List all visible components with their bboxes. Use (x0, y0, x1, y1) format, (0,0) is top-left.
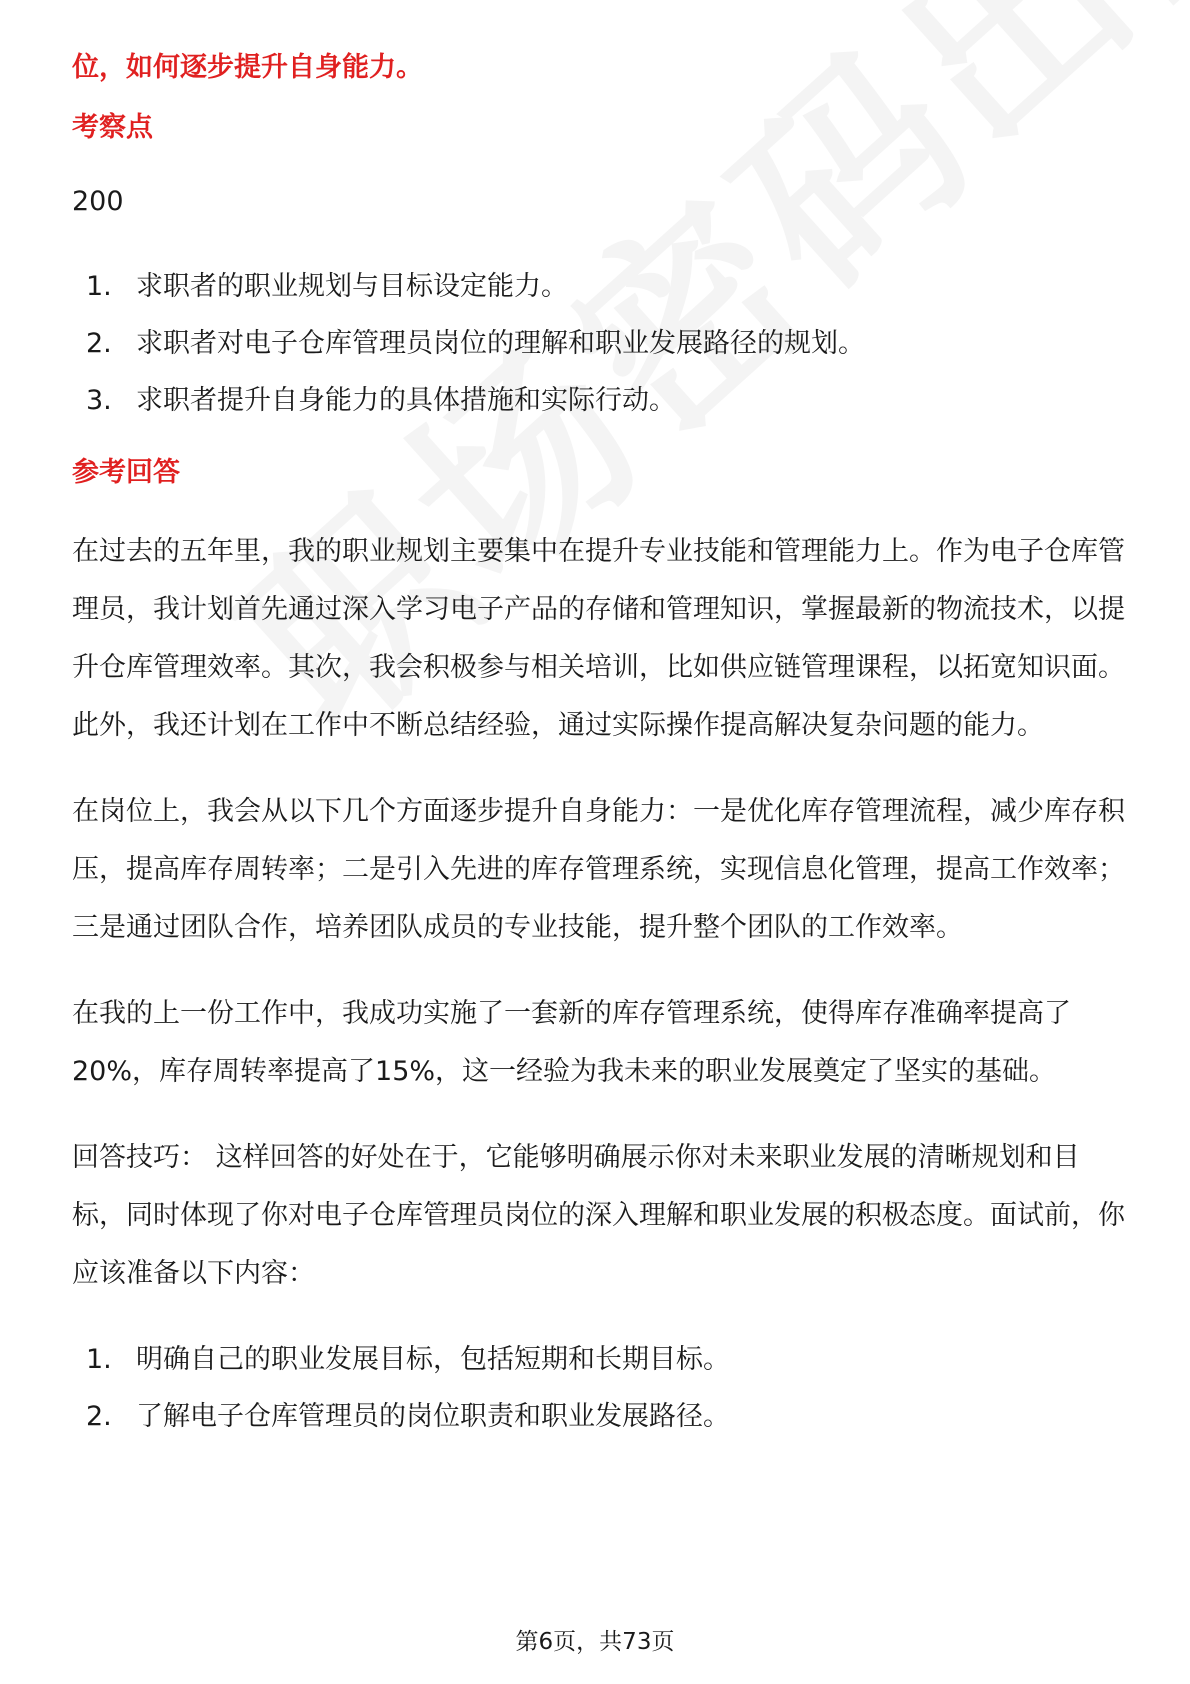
answer-paragraph: 在过去的五年里，我的职业规划主要集中在提升专业技能和管理能力上。作为电子仓库管理员，我计划首先通过深入学习电子产品的存储和管理知识，掌握最新的物流技术，以提升仓库管理效率。其次，我会积极参与相关培训，比如供应链管理课程，以拓宽知识面。此外，我还计划在工作中不断总结经验，通过实际操作提高解决复杂问题的能力。 (72, 536, 1125, 741)
examine-list (72, 258, 1132, 429)
page-footer: 第6页，共73页 (515, 1629, 675, 1655)
score-value: 200 (72, 186, 124, 217)
list-item: 1. 明确自己的职业发展目标，包括短期和长期目标。 (86, 1344, 730, 1375)
list-item: 2. 了解电子仓库管理员的岗位职责和职业发展路径。 (86, 1401, 730, 1432)
answer-paragraph: 在岗位上，我会从以下几个方面逐步提升自身能力：一是优化库存管理流程，减少库存积压，提高库存周转率；二是引入先进的库存管理系统，实现信息化管理，提高工作效率；三是通过团队合作，培养团队成员的专业技能，提升整个团队的工作效率。 (72, 796, 1125, 943)
question-tail: 位，如何逐步提升自身能力。 (72, 52, 423, 83)
tips-paragraph: 回答技巧： 这样回答的好处在于，它能够明确展示你对未来职业发展的清晰规划和目标，同时体现了你对电子仓库管理员岗位的深入理解和职业发展的积极态度。面试前，你应该准备以下内容： (72, 1142, 1125, 1289)
list-item: 2. 求职者对电子仓库管理员岗位的理解和职业发展路径的规划。 (86, 328, 865, 359)
section-title-answer: 参考回答 (72, 457, 180, 488)
page-content (72, 48, 1132, 1469)
list-item: 3. 求职者提升自身能力的具体措施和实际行动。 (86, 385, 676, 416)
answer-paragraph: 在我的上一份工作中，我成功实施了一套新的库存管理系统，使得库存准确率提高了20%，库存周转率提高了15%，这一经验为我未来的职业发展奠定了坚实的基础。 (72, 998, 1071, 1087)
list-item: 1. 求职者的职业规划与目标设定能力。 (86, 271, 568, 302)
section-title-examine: 考察点 (72, 112, 153, 143)
prep-list (72, 1331, 1132, 1445)
